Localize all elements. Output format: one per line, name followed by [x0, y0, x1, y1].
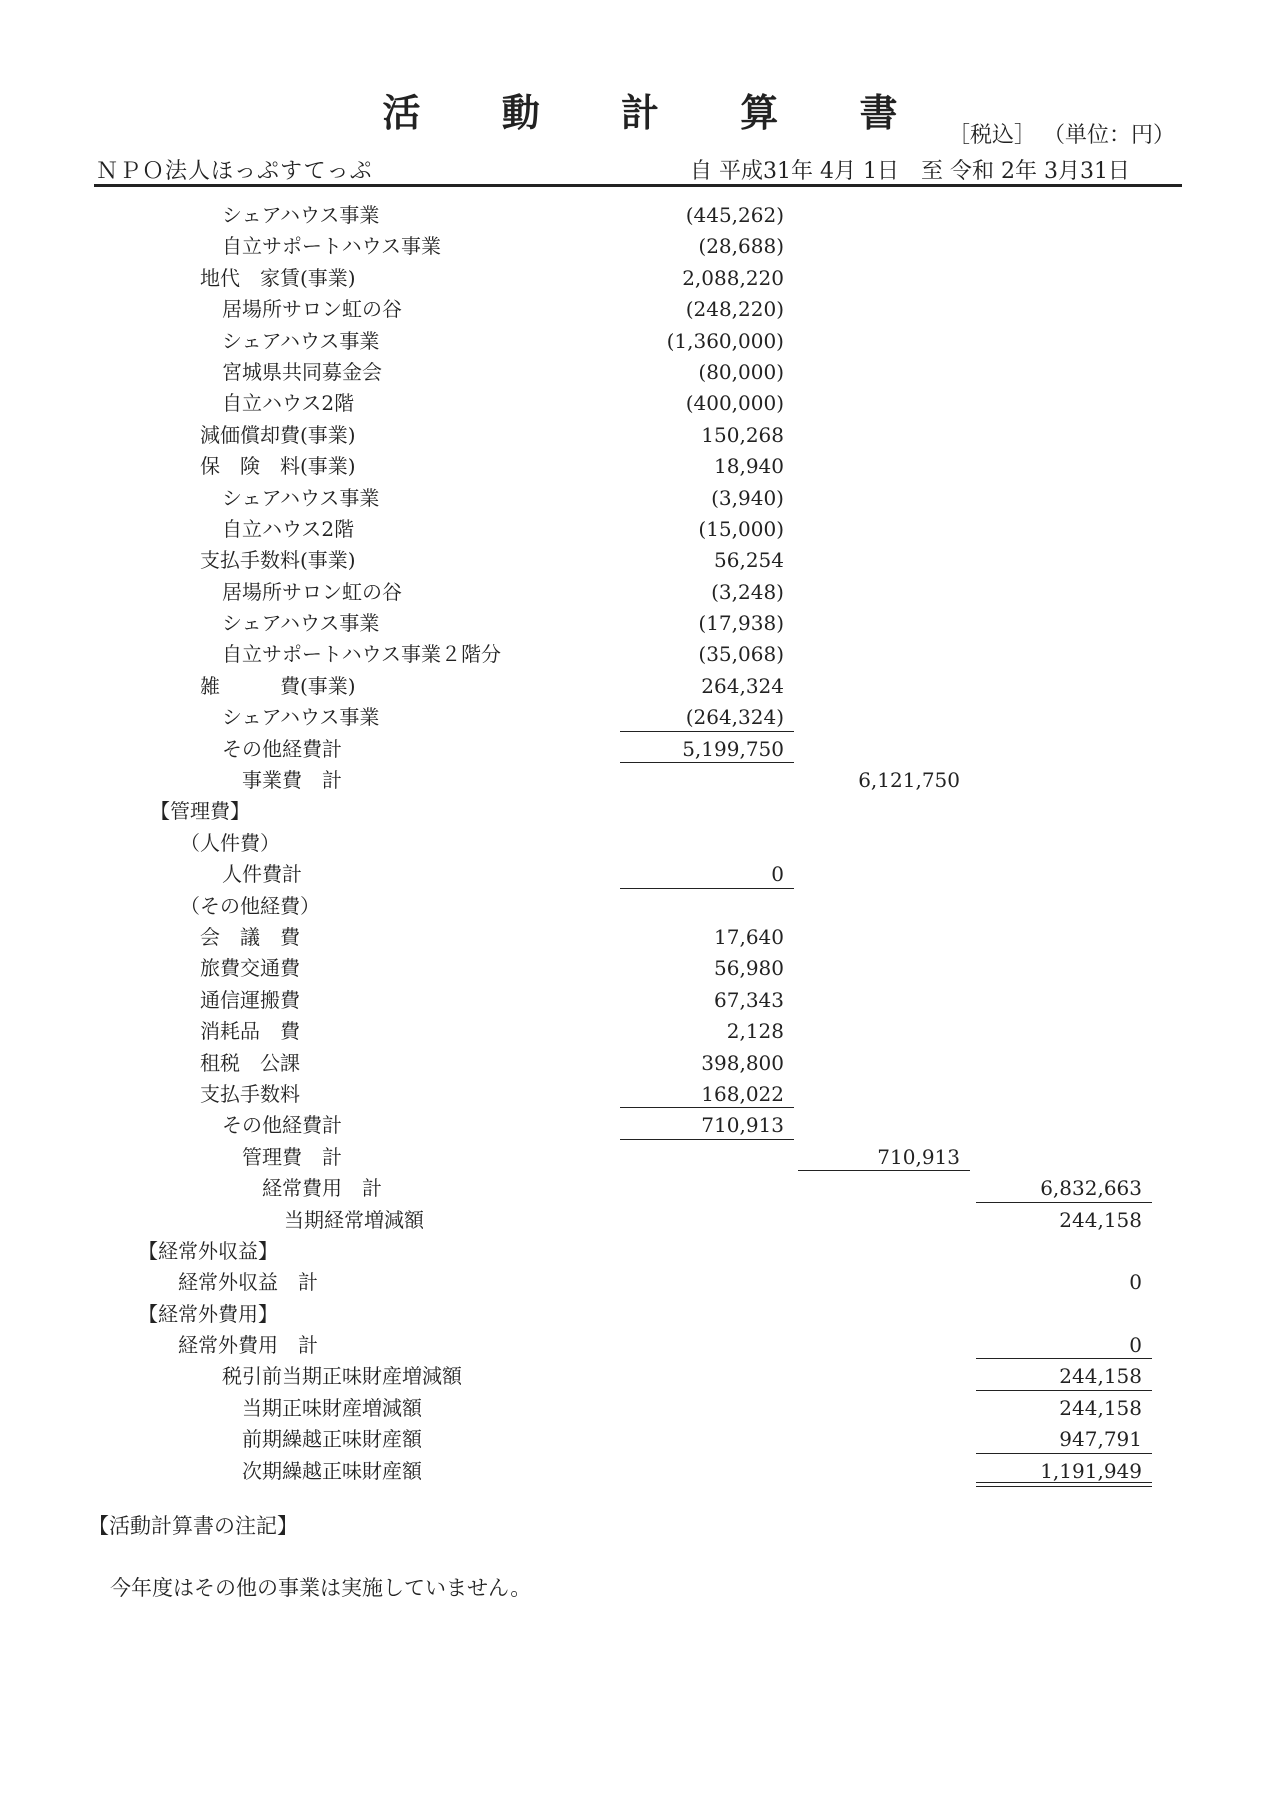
amount-c1: 17,640	[714, 924, 784, 949]
amount-c2: 6,121,750	[858, 768, 960, 793]
amount-c1: (80,000)	[698, 359, 784, 384]
row-label: 支払手数料	[200, 1081, 300, 1106]
row-label: 経常外費用 計	[178, 1333, 318, 1358]
row-label: シェアハウス事業	[222, 485, 380, 510]
amount-c1: (445,262)	[685, 203, 784, 227]
statement-row	[0, 357, 1280, 388]
row-label: シェアハウス事業	[222, 328, 380, 353]
row-label: （その他経費）	[180, 893, 320, 918]
statement-row	[0, 1173, 1280, 1204]
amount-c1: 168,022	[624, 1079, 784, 1110]
row-label: 宮城県共同募金会	[222, 359, 382, 384]
amount-c1: 56,980	[714, 956, 784, 981]
statement-row	[0, 263, 1280, 294]
amount-c1: (3,248)	[711, 579, 784, 604]
amount-c3: 244,158	[1059, 1207, 1142, 1232]
statement-row	[0, 1079, 1280, 1110]
statement-row	[0, 639, 1280, 670]
notes-heading: 【活動計算書の注記】	[88, 1514, 298, 1538]
notes-body: 今年度はその他の事業は実施していません。	[110, 1576, 532, 1600]
amount-c1: 710,913	[624, 1110, 784, 1141]
row-label: 自立ハウス2階	[222, 391, 355, 416]
statement-table	[0, 200, 1280, 1487]
statement-row	[0, 985, 1280, 1016]
statement-row	[0, 1393, 1280, 1424]
statement-row	[0, 231, 1280, 262]
document-title: 活 動 計 算 書	[382, 90, 932, 135]
row-label: 租税 公課	[200, 1050, 300, 1075]
amount-c1: 2,088,220	[682, 265, 784, 290]
statement-row	[0, 1016, 1280, 1047]
amount-c1: (3,940)	[711, 485, 784, 510]
row-label: 旅費交通費	[200, 956, 300, 981]
amount-c1: (400,000)	[685, 391, 784, 416]
statement-row	[0, 1330, 1280, 1361]
statement-row	[0, 891, 1280, 922]
amount-c1: (1,360,000)	[666, 328, 784, 353]
amount-c1: 56,254	[714, 548, 784, 573]
amount-c1: 0	[624, 859, 784, 890]
row-label: 税引前当期正味財産増減額	[222, 1364, 462, 1389]
row-label: 居場所サロン虹の谷	[222, 579, 402, 604]
row-label: 保 険 料(事業)	[200, 454, 356, 479]
row-label: 地代 家賃(事業)	[200, 265, 356, 290]
statement-row	[0, 514, 1280, 545]
fiscal-period: 自 平成31年 4月 1日 至 令和 2年 3月31日	[690, 159, 1130, 184]
row-label: 次期繰越正味財産額	[242, 1458, 422, 1483]
amount-c1: 5,199,750	[624, 734, 784, 765]
row-label: 雑 費(事業)	[200, 673, 356, 698]
statement-row	[0, 483, 1280, 514]
statement-row	[0, 1267, 1280, 1298]
row-label: 支払手数料(事業)	[200, 548, 356, 573]
row-label: 自立サポートハウス事業２階分	[222, 642, 501, 667]
row-label: シェアハウス事業	[222, 611, 380, 636]
row-label: 会 議 費	[200, 924, 300, 949]
statement-row	[0, 1142, 1280, 1173]
amount-c2: 710,913	[802, 1142, 960, 1173]
statement-row	[0, 828, 1280, 859]
row-label: その他経費計	[222, 1113, 342, 1138]
row-label: シェアハウス事業	[222, 203, 380, 227]
organization-name: ＮＰＯ法人ほっぷすてっぷ	[96, 159, 373, 184]
amount-c1: 398,800	[701, 1050, 784, 1075]
row-label: 人件費計	[222, 862, 302, 887]
amount-c1: (264,324)	[624, 702, 784, 733]
row-label: 管理費 計	[242, 1144, 342, 1169]
row-label: 経常外収益 計	[178, 1270, 318, 1295]
statement-row	[0, 796, 1280, 827]
statement-row	[0, 326, 1280, 357]
amount-c3: 0	[980, 1330, 1142, 1361]
statement-row	[0, 1205, 1280, 1236]
statement-row	[0, 1236, 1280, 1267]
row-label: 【管理費】	[150, 799, 250, 824]
amount-c3: 0	[1129, 1270, 1142, 1295]
tax-unit-note: ［税込］ （単位：円）	[948, 123, 1175, 148]
statement-row	[0, 451, 1280, 482]
statement-row	[0, 859, 1280, 890]
amount-c1: (248,220)	[685, 297, 784, 322]
statement-row	[0, 200, 1280, 231]
row-label: 当期経常増減額	[284, 1207, 424, 1232]
row-label: 前期繰越正味財産額	[242, 1427, 422, 1452]
row-label: 【経常外費用】	[138, 1301, 278, 1326]
statement-row	[0, 702, 1280, 733]
amount-c1: (17,938)	[698, 611, 784, 636]
amount-c3: 244,158	[980, 1361, 1142, 1392]
row-label: 【経常外収益】	[138, 1238, 278, 1263]
statement-row	[0, 734, 1280, 765]
amount-c1: (35,068)	[698, 642, 784, 667]
amount-c1: 67,343	[714, 987, 784, 1012]
header-rule	[94, 184, 1182, 187]
row-label: 減価償却費(事業)	[200, 422, 356, 447]
amount-c1: (28,688)	[698, 234, 784, 259]
row-label: シェアハウス事業	[222, 705, 380, 730]
statement-row	[0, 1361, 1280, 1392]
amount-c1: 150,268	[701, 422, 784, 447]
statement-row	[0, 545, 1280, 576]
amount-c1: 264,324	[701, 673, 784, 698]
statement-row	[0, 671, 1280, 702]
amount-c3: 6,832,663	[980, 1173, 1142, 1204]
row-label: 経常費用 計	[262, 1176, 382, 1201]
row-label: 消耗品 費	[200, 1019, 300, 1044]
amount-c3: 244,158	[1059, 1395, 1142, 1420]
statement-row	[0, 388, 1280, 419]
statement-row	[0, 765, 1280, 796]
statement-row	[0, 1048, 1280, 1079]
row-label: 居場所サロン虹の谷	[222, 297, 402, 322]
statement-row	[0, 922, 1280, 953]
statement-row	[0, 577, 1280, 608]
amount-c3: 1,191,949	[980, 1456, 1142, 1487]
row-label: （人件費）	[180, 830, 280, 855]
row-label: 通信運搬費	[200, 987, 300, 1012]
statement-row	[0, 608, 1280, 639]
statement-row	[0, 294, 1280, 325]
row-label: 自立ハウス2階	[222, 516, 355, 541]
statement-row	[0, 1110, 1280, 1141]
statement-row	[0, 420, 1280, 451]
statement-row	[0, 1299, 1280, 1330]
statement-row	[0, 1456, 1280, 1487]
amount-c1: 18,940	[714, 454, 784, 479]
amount-c3: 947,791	[980, 1424, 1142, 1455]
row-label: 自立サポートハウス事業	[222, 234, 441, 259]
statement-row	[0, 1424, 1280, 1455]
statement-row	[0, 953, 1280, 984]
row-label: その他経費計	[222, 736, 342, 761]
row-label: 当期正味財産増減額	[242, 1395, 422, 1420]
row-label: 事業費 計	[242, 768, 342, 793]
amount-c1: 2,128	[726, 1019, 784, 1044]
amount-c1: (15,000)	[698, 516, 784, 541]
